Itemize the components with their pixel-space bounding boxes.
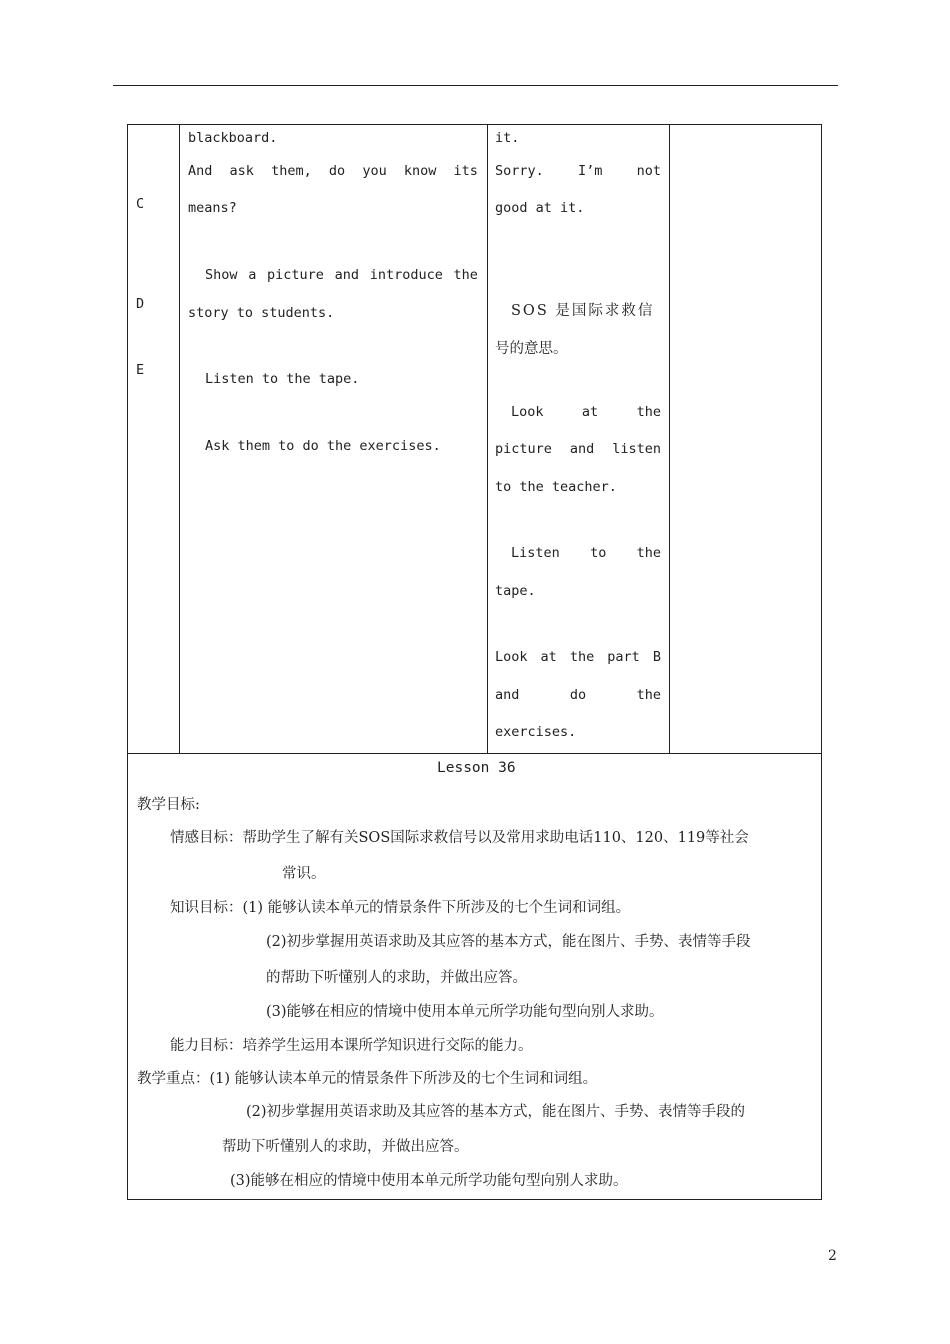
justified-line (495, 441, 661, 457)
word: the (636, 545, 661, 561)
text-line: means? (188, 200, 237, 216)
text-line: 能力目标：培养学生运用本课所学知识进行交际的能力。 (170, 1038, 533, 1054)
justified-line (495, 649, 661, 665)
column-divider (669, 124, 670, 754)
word: a (248, 267, 257, 283)
text-line: exercises. (495, 724, 577, 740)
text-line: story to students. (188, 305, 335, 321)
page-number: 2 (828, 1248, 837, 1264)
text-line: it. (495, 130, 520, 146)
word: Look (511, 404, 544, 420)
word: them, (271, 163, 312, 179)
goals-heading: 教学目标: (137, 797, 200, 813)
word: do (569, 687, 587, 703)
text-line: blackboard. (188, 130, 278, 146)
text-line: 帮助下听懂别人的求助，并做出应答。 (222, 1139, 469, 1155)
text-line: (2)初步掌握用英语求助及其应答的基本方式，能在图片、手势、表情等手段 (266, 934, 751, 950)
word: the (569, 649, 595, 665)
justified-line (188, 163, 478, 179)
column-divider (179, 124, 180, 754)
text-line: 知识目标：(1) 能够认读本单元的情景条件下所涉及的七个生词和词组。 (170, 900, 631, 916)
justified-line (495, 163, 661, 179)
word: B (652, 649, 661, 665)
word: listen (612, 441, 661, 457)
word: you (362, 163, 387, 179)
text-line: Listen to the tape. (205, 371, 360, 387)
word: not (636, 163, 661, 179)
word: ask (229, 163, 254, 179)
word: know (403, 163, 437, 179)
word: and (334, 267, 360, 283)
word: and (569, 441, 595, 457)
text-line: 的帮助下听懂别人的求助，并做出应答。 (266, 970, 527, 986)
word: picture (495, 441, 552, 457)
word: to (590, 545, 607, 561)
word: at (540, 649, 557, 665)
word: picture (267, 267, 324, 283)
word: at (581, 404, 599, 420)
justified-line (495, 687, 661, 703)
step-letter: E (136, 362, 145, 378)
word: Show (205, 267, 238, 283)
lesson-title: Lesson 36 (437, 760, 516, 776)
word: introduce (369, 267, 443, 283)
text-line: 情感目标：帮助学生了解有关SOS国际求救信号以及常用求助电话110、120、119等社会 (170, 830, 749, 846)
word: and (495, 687, 520, 703)
word: Look (495, 649, 528, 665)
word: I’m (578, 163, 603, 179)
row-divider (127, 753, 822, 754)
word: part (607, 649, 640, 665)
text-line: 教学重点：(1) 能够认读本单元的情景条件下所涉及的七个生词和词组。 (137, 1071, 598, 1087)
text-line: Ask them to do the exercises. (205, 438, 441, 454)
word: the (636, 404, 661, 420)
text-line: (3)能够在相应的情境中使用本单元所学功能句型向别人求助。 (230, 1173, 628, 1189)
text-line: SOS 是国际求救信 (511, 303, 655, 319)
word: the (453, 267, 478, 283)
text-line: (2)初步掌握用英语求助及其应答的基本方式，能在图片、手势、表情等手段的 (246, 1104, 746, 1120)
justified-line (205, 267, 478, 283)
text-line: to the teacher. (495, 479, 617, 495)
header-rule (113, 85, 838, 86)
justified-line (511, 545, 661, 561)
step-letter: C (136, 196, 145, 212)
text-line: (3)能够在相应的情境中使用本单元所学功能句型向别人求助。 (266, 1004, 664, 1020)
justified-line (511, 404, 661, 420)
word: And (188, 163, 213, 179)
column-divider (487, 124, 488, 754)
word: its (453, 163, 478, 179)
step-letter: D (136, 296, 145, 312)
word: do (328, 163, 346, 179)
word: Listen (511, 545, 560, 561)
text-line: tape. (495, 583, 536, 599)
word: the (636, 687, 661, 703)
text-line: 号的意思。 (495, 341, 568, 357)
text-line: good at it. (495, 200, 585, 216)
word: Sorry. (495, 163, 544, 179)
text-line: 常识。 (282, 866, 326, 882)
